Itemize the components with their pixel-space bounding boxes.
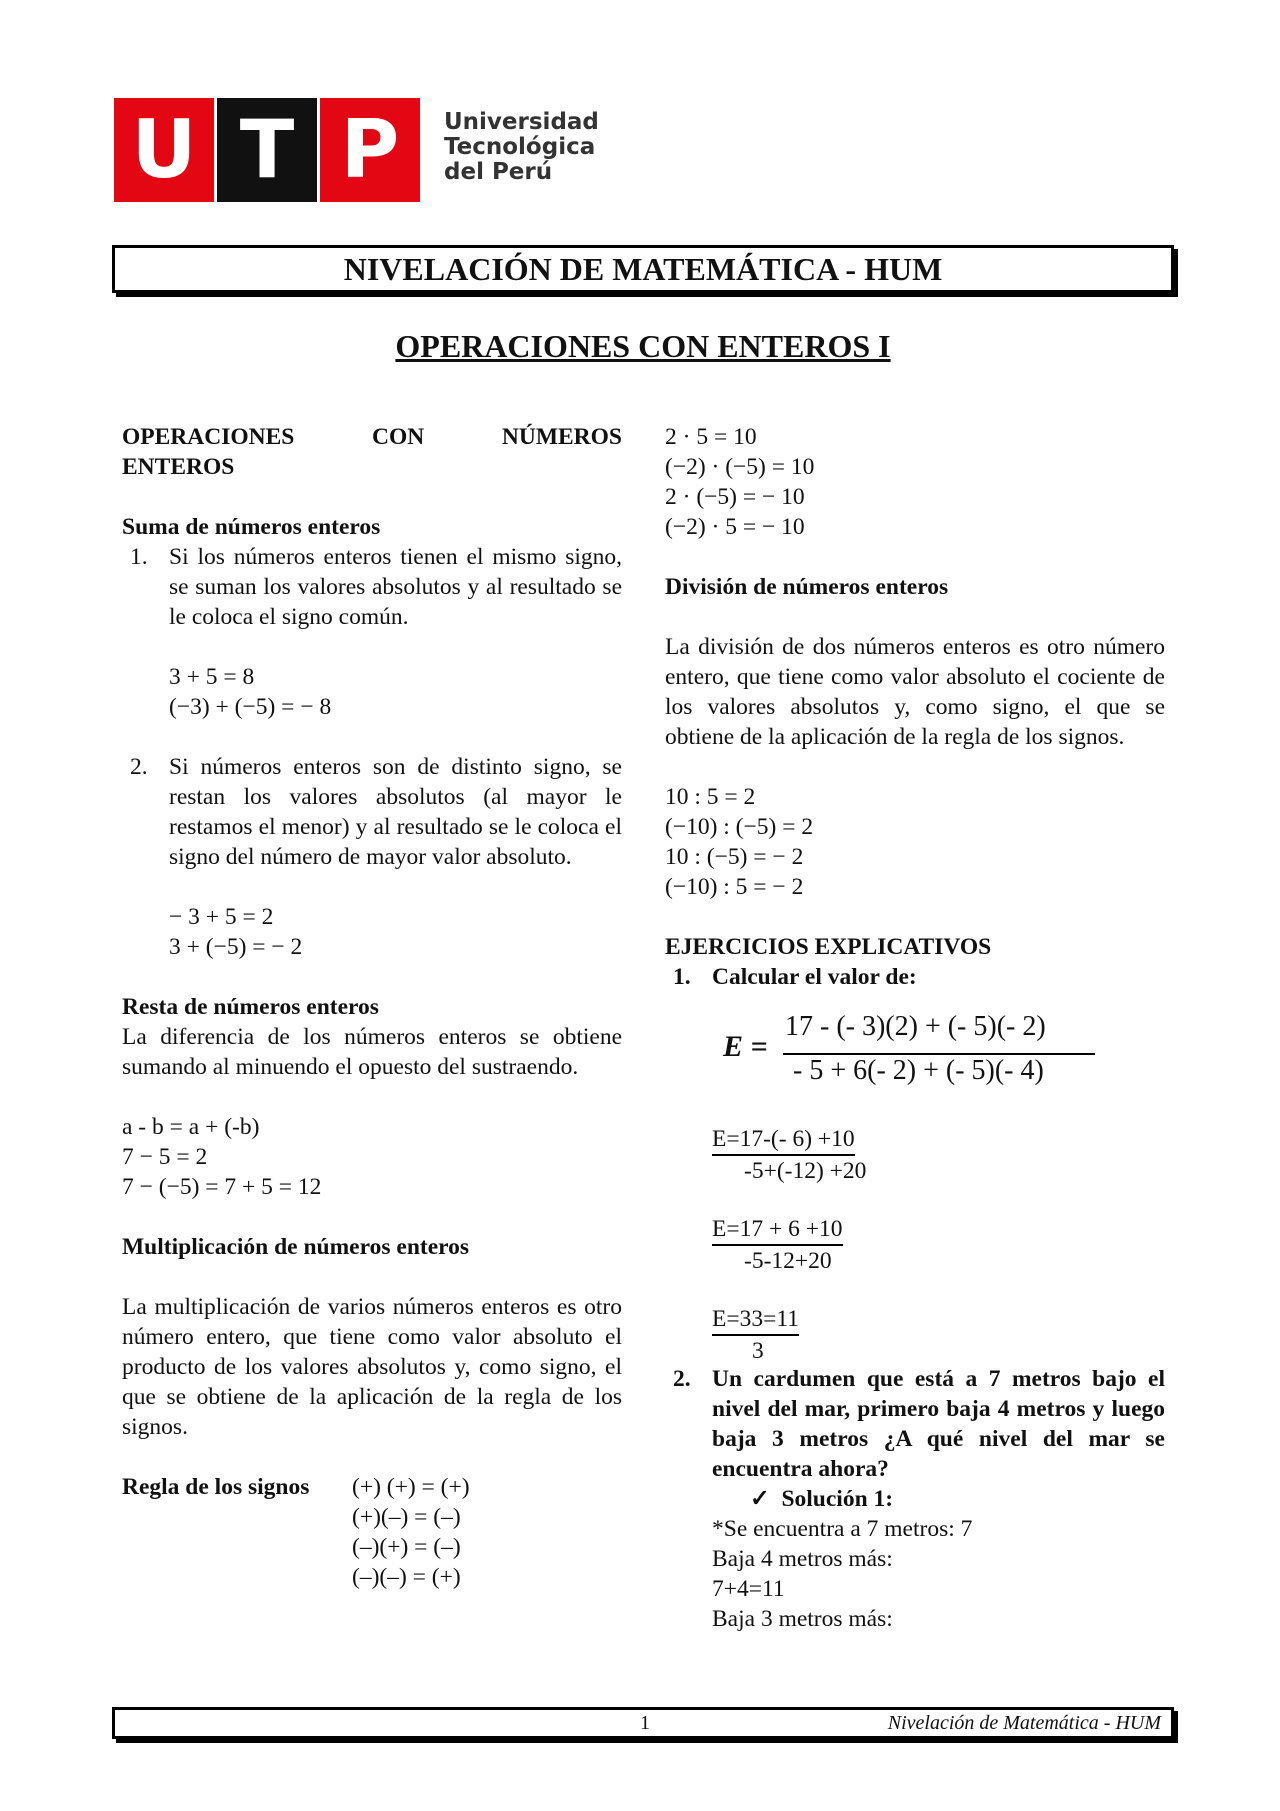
example: (−10) : 5 = − 2 — [665, 874, 804, 900]
logo-line-2: Tecnológica — [444, 134, 596, 160]
step-fraction — [665, 1214, 1165, 1274]
suma-rule-2: Si números enteros son de distinto signo, se restan los valores absolutos (al mayor le restamos el menor) y al resultado se le coloca el signo del número de mayor valor absoluto. — [169, 754, 622, 870]
logo-letter-p: P — [320, 98, 420, 202]
expression-lhs: E = — [723, 1030, 768, 1063]
signs-rule — [122, 1472, 622, 1592]
mult-title: Multiplicación de números enteros — [122, 1234, 470, 1260]
list-item: 2. Si números enteros son de distinto signo, se restan los valores absolutos (al mayor le restamos el menor) y al resultado se le coloca el signo del número de mayor valor absoluto. — [130, 754, 622, 870]
exercise-1: Calcular el valor de: — [712, 964, 917, 990]
solution-line: Baja 3 metros más: — [712, 1606, 893, 1632]
solution-line: Baja 4 metros más: — [712, 1546, 893, 1572]
logo-letter-u: U — [114, 98, 214, 202]
right-column — [665, 422, 1165, 1634]
mult-text: La multiplicación de varios números enteros es otro número entero, que tiene como valor absoluto el producto de los valores absolutos y, como signo, el que se obtiene de la aplicación de la regla de los signos. — [122, 1294, 622, 1440]
logo-line-1: Universidad — [444, 109, 599, 135]
signs-label: Regla de los signos — [122, 1474, 310, 1500]
section-heading-cont: ENTEROS — [122, 454, 235, 480]
page-footer — [112, 1707, 1174, 1739]
example: 7 − (−5) = 7 + 5 = 12 — [122, 1174, 322, 1200]
signs-line: (–)(–) = (+) — [352, 1564, 461, 1590]
example: 10 : (−5) = − 2 — [665, 844, 804, 870]
left-column — [122, 422, 622, 1592]
resta-text: La diferencia de los números enteros se obtiene sumando al minuendo el opuesto del sustraendo. — [122, 1024, 622, 1080]
suma-title: Suma de números enteros — [122, 514, 381, 540]
suma-rule-1: Si los números enteros tienen el mismo signo, se suman los valores absolutos y al resultado se le coloca el signo común. — [169, 544, 622, 630]
div-text: La división de dos números enteros es otro número entero, que tiene como valor absoluto el cociente de los valores absolutos y, como signo, el que se obtiene de la aplicación de la regla de los signos. — [665, 634, 1165, 750]
div-title: División de números enteros — [665, 574, 949, 600]
logo-letter-t: T — [217, 98, 317, 202]
page-subtitle: OPERACIONES CON ENTEROS I — [395, 328, 891, 364]
signs-line: (+) (+) = (+) — [352, 1474, 470, 1500]
section-heading: OPERACIONES CON NÚMEROS — [122, 424, 623, 450]
fraction-denominator: - 5 + 6(- 2) + (- 5)(- 4) — [793, 1055, 1044, 1086]
example: 10 : 5 = 2 — [665, 784, 756, 810]
example: 3 + 5 = 8 — [169, 664, 255, 690]
check-icon: ✓ — [750, 1486, 770, 1512]
example: (−10) : (−5) = 2 — [665, 814, 814, 840]
list-item: 1. Calcular el valor de: — [665, 962, 1165, 992]
step-top: E=33=11 — [712, 1304, 799, 1336]
step-top: E=17 + 6 +10 — [712, 1214, 843, 1246]
expression-fraction — [665, 1008, 1165, 1100]
example: (−2) · (−5) = 10 — [665, 454, 815, 480]
example: 2 · 5 = 10 — [665, 424, 757, 450]
example: (−3) + (−5) = − 8 — [169, 694, 332, 720]
step-bottom: 3 — [752, 1338, 764, 1364]
title-box — [112, 245, 1174, 293]
list-item: 1. Si los números enteros tienen el mismo signo, se suman los valores absolutos y al resultado se le coloca el signo común. — [130, 544, 622, 630]
solution-line: *Se encuentra a 7 metros: 7 — [712, 1516, 973, 1542]
step-bottom: -5+(-12) +20 — [744, 1158, 867, 1184]
example: 3 + (−5) = − 2 — [169, 934, 303, 960]
solution-heading — [665, 1484, 1165, 1514]
example: a - b = a + (-b) — [122, 1114, 260, 1140]
page-number: 1 — [640, 1712, 650, 1734]
step-fraction — [665, 1304, 1165, 1364]
solution-label: Solución 1: — [781, 1486, 894, 1512]
logo-line-3: del Perú — [444, 159, 553, 185]
example: − 3 + 5 = 2 — [169, 904, 274, 930]
example: 2 · (−5) = − 10 — [665, 484, 805, 510]
exercises-title: EJERCICIOS EXPLICATIVOS — [665, 934, 992, 960]
list-item: 2. Un cardumen que está a 7 metros bajo el nivel del mar, primero baja 4 metros y luego baja 3 metros ¿A qué nivel del mar se encuentra ahora? — [673, 1366, 1165, 1482]
exercise-2: Un cardumen que está a 7 metros bajo el nivel del mar, primero baja 4 metros y luego baja 3 metros ¿A qué nivel del mar se encuentra ahora? — [712, 1366, 1165, 1482]
step-bottom: -5-12+20 — [744, 1248, 832, 1274]
signs-line: (–)(+) = (–) — [352, 1534, 461, 1560]
step-top: E=17-(- 6) +10 — [712, 1124, 855, 1156]
utp-logo — [114, 98, 599, 202]
signs-line: (+)(–) = (–) — [352, 1504, 461, 1530]
footer-text: Nivelación de Matemática - HUM — [887, 1712, 1161, 1734]
page-title: NIVELACIÓN DE MATEMÁTICA - HUM — [343, 251, 943, 287]
step-fraction — [665, 1124, 1165, 1184]
logo-wordmark — [444, 110, 599, 185]
resta-title: Resta de números enteros — [122, 994, 379, 1020]
solution-line: 7+4=11 — [712, 1576, 785, 1602]
fraction-numerator: 17 - (- 3)(2) + (- 5)(- 2) — [785, 1011, 1046, 1042]
example: 7 − 5 = 2 — [122, 1144, 208, 1170]
example: (−2) · 5 = − 10 — [665, 514, 805, 540]
